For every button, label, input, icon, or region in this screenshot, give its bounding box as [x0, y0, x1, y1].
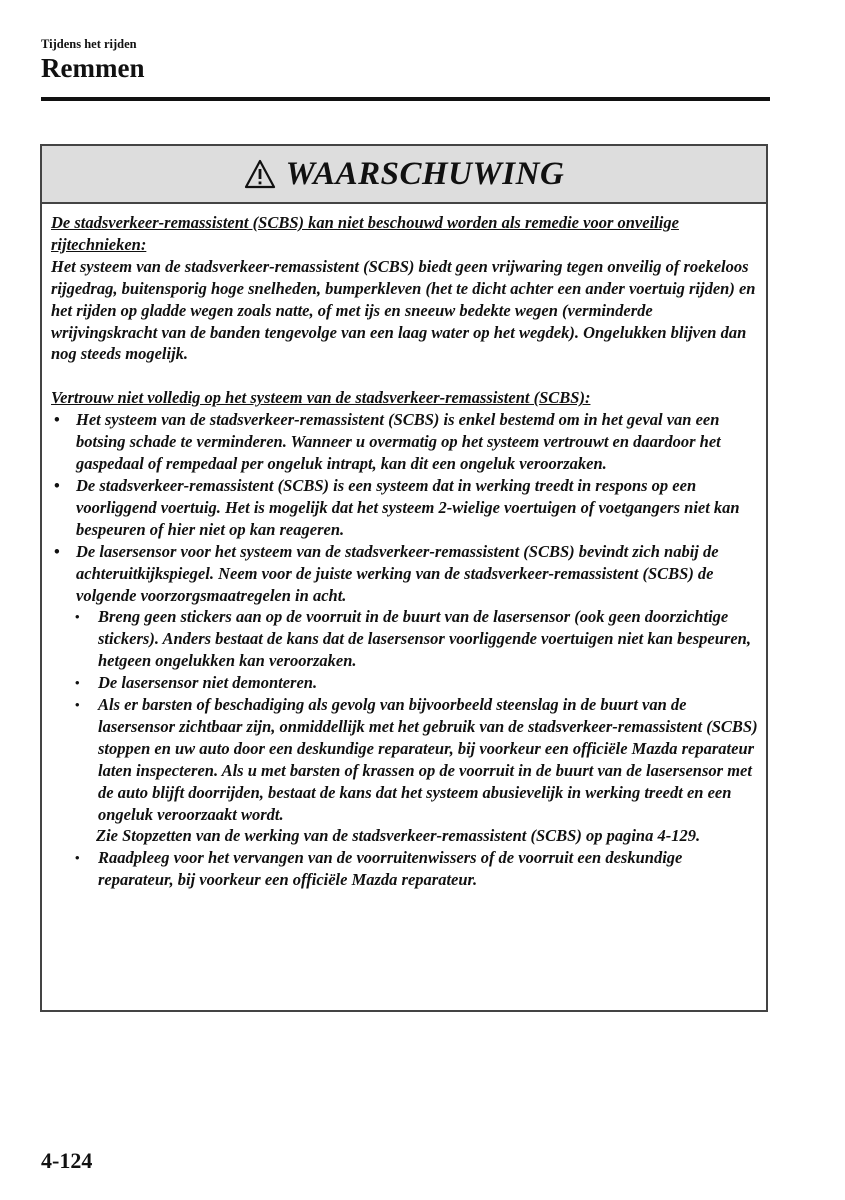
bullet-mark: • [54, 410, 60, 430]
bullet-mark: • [54, 541, 60, 561]
list-item [51, 475, 758, 541]
warning-paragraph-1: Het systeem van de stadsverkeer-remassistent (SCBS) biedt geen vrijwaring tegen onveilig of roekeloos rijgedrag, buitensporig hoge snelheden, bumperkleven (het te dicht achter een ander voertuig rijden) en het rijden op gladde wegen zoals natte, of met ijs en sneeuw bedekte wegen (verminderde wrijvingskracht van de banden tengevolge van een laag water op het wegdek). Ongelukken blijven dan nog steeds mogelijk. [51, 256, 756, 364]
sub-list-item [51, 606, 758, 672]
warning-box [40, 144, 768, 1012]
warning-title: WAARSCHUWING [285, 155, 565, 192]
warning-triangle-icon [244, 159, 276, 189]
page-number: 4-124 [41, 1148, 93, 1173]
sub-list-item-text: De lasersensor niet demonteren. [98, 673, 318, 693]
bullet-mark: • [54, 475, 60, 495]
sub-bullet-mark: • [75, 850, 80, 866]
sub-list-item-text: Breng geen stickers aan op de voorruit in de buurt van de lasersensor (ook geen doorzichtige stickers). Anders bestaat de kans dat de lasersensor voorliggende voertuigen niet kan bespeuren, hetgeen ongelukken kan veroorzaken. [98, 607, 751, 671]
section-label: Tijdens het rijden [41, 37, 137, 51]
sub-bullet-mark: • [75, 609, 80, 625]
sub-list-item-text: Als er barsten of beschadiging als gevolg van bijvoorbeeld steenslag in de buurt van de lasersensor zichtbaar zijn, onmiddellijk met het gebruik van de stadsverkeer-remassistent (SCBS) stoppen en uw auto door een deskundige reparateur, bij voorkeur een officiële Mazda reparateur laten inspecteren. Als u met barsten of krassen op de voorruit in de buurt van de lasersensor met de auto blijft doorrijden, bestaat de kans dat het systeem abusievelijk in werking treedt en een ongeluk veroorzaakt wordt. [98, 695, 758, 824]
warning-body [42, 204, 766, 891]
sub-list-item [51, 694, 758, 825]
list-item [51, 541, 758, 607]
warning-heading-2: Vertrouw niet volledig op het systeem van de stadsverkeer-remassistent (SCBS): [51, 388, 591, 408]
sub-list-item [51, 672, 758, 694]
list-item-text: De stadsverkeer-remassistent (SCBS) is een systeem dat in werking treedt in respons op een voorliggend voertuig. Het is mogelijk dat het systeem 2-wielige voertuigen of voetgangers niet kan bespeuren of hier niet op kan reageren. [76, 475, 740, 539]
sub-bullet-mark: • [75, 675, 80, 691]
cross-reference: Zie Stopzetten van de werking van de stadsverkeer-remassistent (SCBS) op pagina 4-129. [96, 826, 701, 846]
list-item-text: Het systeem van de stadsverkeer-remassistent (SCBS) is enkel bestemd om in het geval van een botsing schade te verminderen. Wanneer u overmatig op het systeem vertrouwt en daardoor het gaspedaal of rempedaal per ongeluk intrapt, kan dit een ongeluk veroorzaken. [76, 410, 721, 474]
sub-list-item-text: Raadpleeg voor het vervangen van de voorruitenwissers of de voorruit een deskundige reparateur, bij voorkeur een officiële Mazda reparateur. [98, 848, 683, 890]
spacer [51, 365, 758, 387]
list-item [51, 409, 758, 475]
warning-header [42, 146, 766, 204]
header-divider [41, 97, 770, 101]
warning-heading-1: De stadsverkeer-remassistent (SCBS) kan niet beschouwd worden als remedie voor onveilige rijtechnieken: [51, 213, 679, 254]
list-item-text: De lasersensor voor het systeem van de stadsverkeer-remassistent (SCBS) bevindt zich nabij de achteruitkijkspiegel. Neem voor de juiste werking van de stadsverkeer-remassistent (SCBS) de volgende voorzorgsmaatregelen in acht. [76, 541, 719, 605]
sub-list-item [51, 847, 758, 891]
page-title: Remmen [41, 53, 145, 83]
sub-bullet-mark: • [75, 697, 80, 713]
